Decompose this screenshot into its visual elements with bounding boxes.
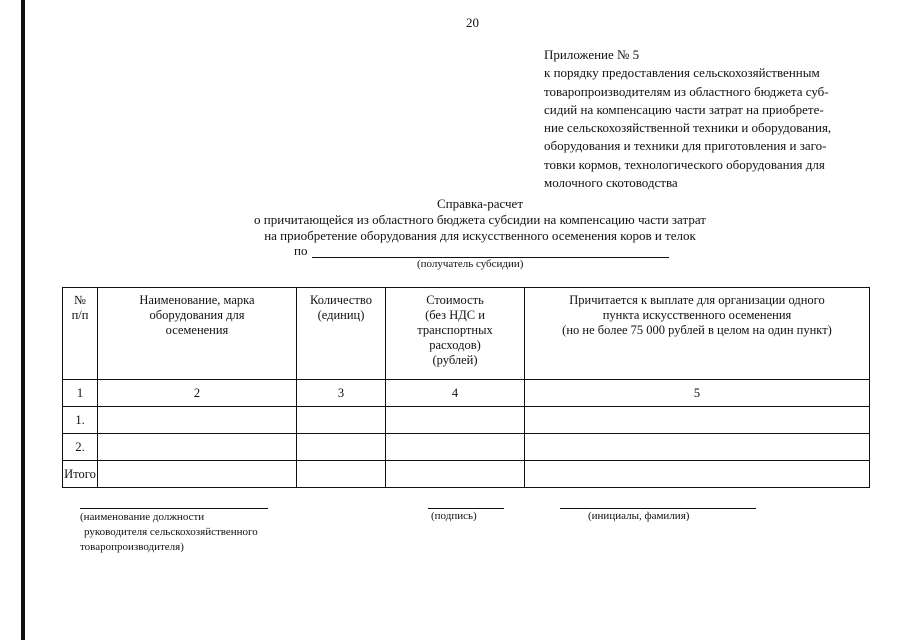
appendix-line: товаропроизводителям из областного бюджета суб- <box>544 83 829 99</box>
total-label: Итого <box>63 461 98 488</box>
signature-caption: (подпись) <box>431 510 477 522</box>
recipient-caption: (получатель субсидии) <box>417 258 524 270</box>
appendix-line: к порядку предоставления сельскохозяйственным <box>544 65 820 81</box>
table-cell <box>98 461 297 488</box>
table-cell <box>386 461 525 488</box>
scan-edge-line <box>21 0 25 640</box>
table-cell <box>525 407 870 434</box>
column-number: 1 <box>63 380 98 407</box>
name-caption: (инициалы, фамилия) <box>588 510 690 522</box>
document-subtitle-line-2: на приобретение оборудования для искусственного осеменения коров и телок <box>264 228 696 243</box>
header-cell-payable: Причитается к выплате для организации одного пункта искусственного осеменения (но не более 75 000 рублей в целом на один пункт) <box>525 288 870 380</box>
appendix-line: ние сельскохозяйственной техники и оборудования, <box>544 120 832 136</box>
column-number: 5 <box>525 380 870 407</box>
document-title: Справка-расчет <box>436 196 524 211</box>
table-cell <box>297 434 386 461</box>
appendix-line: Приложение № 5 <box>544 47 640 62</box>
table-cell <box>98 434 297 461</box>
header-cell-quantity: Количество (единиц) <box>297 288 386 380</box>
table-cell <box>297 461 386 488</box>
position-caption: (наименование должности руководителя сельскохозяйственного товаропроизводителя) <box>80 511 258 553</box>
table-cell <box>525 461 870 488</box>
table-cell <box>386 434 525 461</box>
appendix-line: оборудования и техники для приготовления и заго- <box>544 138 827 154</box>
header-cell-cost: Стоимость (без НДС и транспортных расходов) (рублей) <box>386 288 525 380</box>
name-signature-line <box>560 508 756 509</box>
row-number: 1. <box>63 407 98 434</box>
appendix-line: молочного скотоводства <box>544 175 678 191</box>
po-label: по <box>294 243 308 258</box>
header-cell-equipment: Наименование, марка оборудования для осеменения <box>98 288 297 380</box>
column-numbers-row <box>63 380 870 407</box>
table-cell <box>525 434 870 461</box>
total-row <box>63 461 870 488</box>
document-subtitle-line-1: о причитающейся из областного бюджета субсидии на компенсацию части затрат <box>254 212 706 227</box>
appendix-block <box>544 46 894 192</box>
calculation-table <box>62 287 870 488</box>
table-row <box>63 407 870 434</box>
table-header-row <box>63 288 870 380</box>
table-cell <box>98 407 297 434</box>
column-number: 4 <box>386 380 525 407</box>
appendix-line: сидий на компенсацию части затрат на приобрете- <box>544 101 824 117</box>
signature-line <box>428 508 504 509</box>
page-number: 20 <box>466 15 479 30</box>
table-cell <box>386 407 525 434</box>
header-cell-number: № п/п <box>63 288 98 380</box>
column-number: 2 <box>98 380 297 407</box>
row-number: 2. <box>63 434 98 461</box>
appendix-line: товки кормов, технологического оборудования для <box>544 156 825 172</box>
table-row <box>63 434 870 461</box>
table-cell <box>297 407 386 434</box>
column-number: 3 <box>297 380 386 407</box>
position-signature-line <box>80 508 268 509</box>
